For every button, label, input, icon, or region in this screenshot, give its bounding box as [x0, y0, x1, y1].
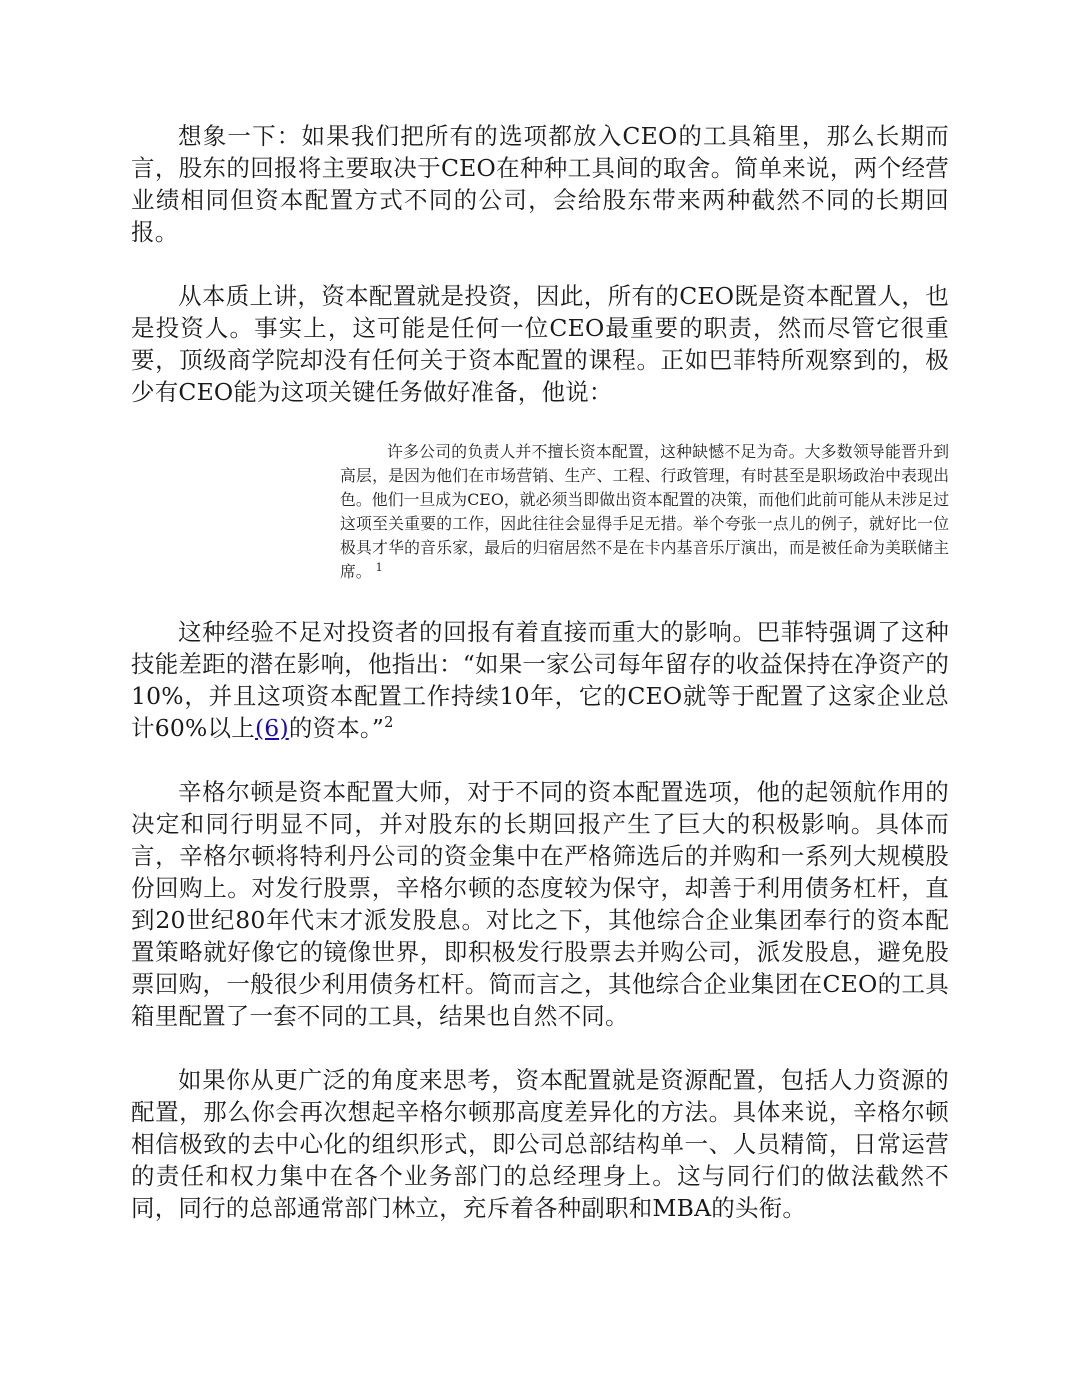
paragraph-4: 辛格尔顿是资本配置大师，对于不同的资本配置选项，他的起领航作用的决定和同行明显不同，并对股东的长期回报产生了巨大的积极影响。具体而言，辛格尔顿将特利丹公司的资金集中在严格筛选后的并购和一系列大规模股份回购上。对发行股票，辛格尔顿的态度较为保守，却善于利用债务杠杆，直到20世纪80年代末才派发股息。对比之下，其他综合企业集团奉行的资本配置策略就好像它的镜像世界，即积极发行股票去并购公司，派发股息，避免股票回购，一般很少利用债务杠杆。简而言之，其他综合企业集团在CEO的工具箱里配置了一套不同的工具，结果也自然不同。: [131, 778, 949, 1030]
footnote-marker-1: 1: [375, 560, 383, 574]
document-page: [131, 120, 949, 1224]
block-quote: [340, 440, 949, 584]
paragraph-3: [131, 616, 949, 744]
paragraph-5: 如果你从更广泛的角度来思考，资本配置就是资源配置，包括人力资源的配置，那么你会再次想起辛格尔顿那高度差异化的方法。具体来说，辛格尔顿相信极致的去中心化的组织形式，即公司总部结构单一、人员精简，日常运营的责任和权力集中在各个业务部门的总经理身上。这与同行们的做法截然不同，同行的总部通常部门林立，充斥着各种副职和MBA的头衔。: [131, 1066, 949, 1222]
paragraph-3-text-a: 这种经验不足对投资者的回报有着直接而重大的影响。巴菲特强调了这种技能差距的潜在影响，他指出：“如果一家公司每年留存的收益保持在净资产的10%，并且这项资本配置工作持续10年，它的CEO就等于配置了这家企业总计60%以上: [131, 618, 950, 742]
endnote-link[interactable]: (6): [254, 714, 289, 742]
footnote-marker-2: 2: [384, 714, 394, 732]
paragraph-1: 想象一下：如果我们把所有的选项都放入CEO的工具箱里，那么长期而言，股东的回报将主要取决于CEO在种种工具间的取舍。简单来说，两个经营业绩相同但资本配置方式不同的公司，会给股东带来两种截然不同的长期回报。: [131, 122, 949, 246]
paragraph-3-text-b: 的资本。”: [288, 714, 385, 742]
paragraph-2: 从本质上讲，资本配置就是投资，因此，所有的CEO既是资本配置人，也是投资人。事实上，这可能是任何一位CEO最重要的职责，然而尽管它很重要，顶级商学院却没有任何关于资本配置的课程。正如巴菲特所观察到的，极少有CEO能为这项关键任务做好准备，他说：: [131, 282, 949, 406]
block-quote-text: 许多公司的负责人并不擅长资本配置，这种缺憾不足为奇。大多数领导能晋升到高层，是因为他们在市场营销、生产、工程、行政管理，有时甚至是职场政治中表现出色。他们一旦成为CEO，就必须当即做出资本配置的决策，而他们此前可能从未涉足过这项至关重要的工作，因此往往会显得手足无措。举个夸张一点儿的例子，就好比一位极具才华的音乐家，最后的归宿居然不是在卡内基音乐厅演出，而是被任命为美联储主席。: [340, 442, 949, 581]
